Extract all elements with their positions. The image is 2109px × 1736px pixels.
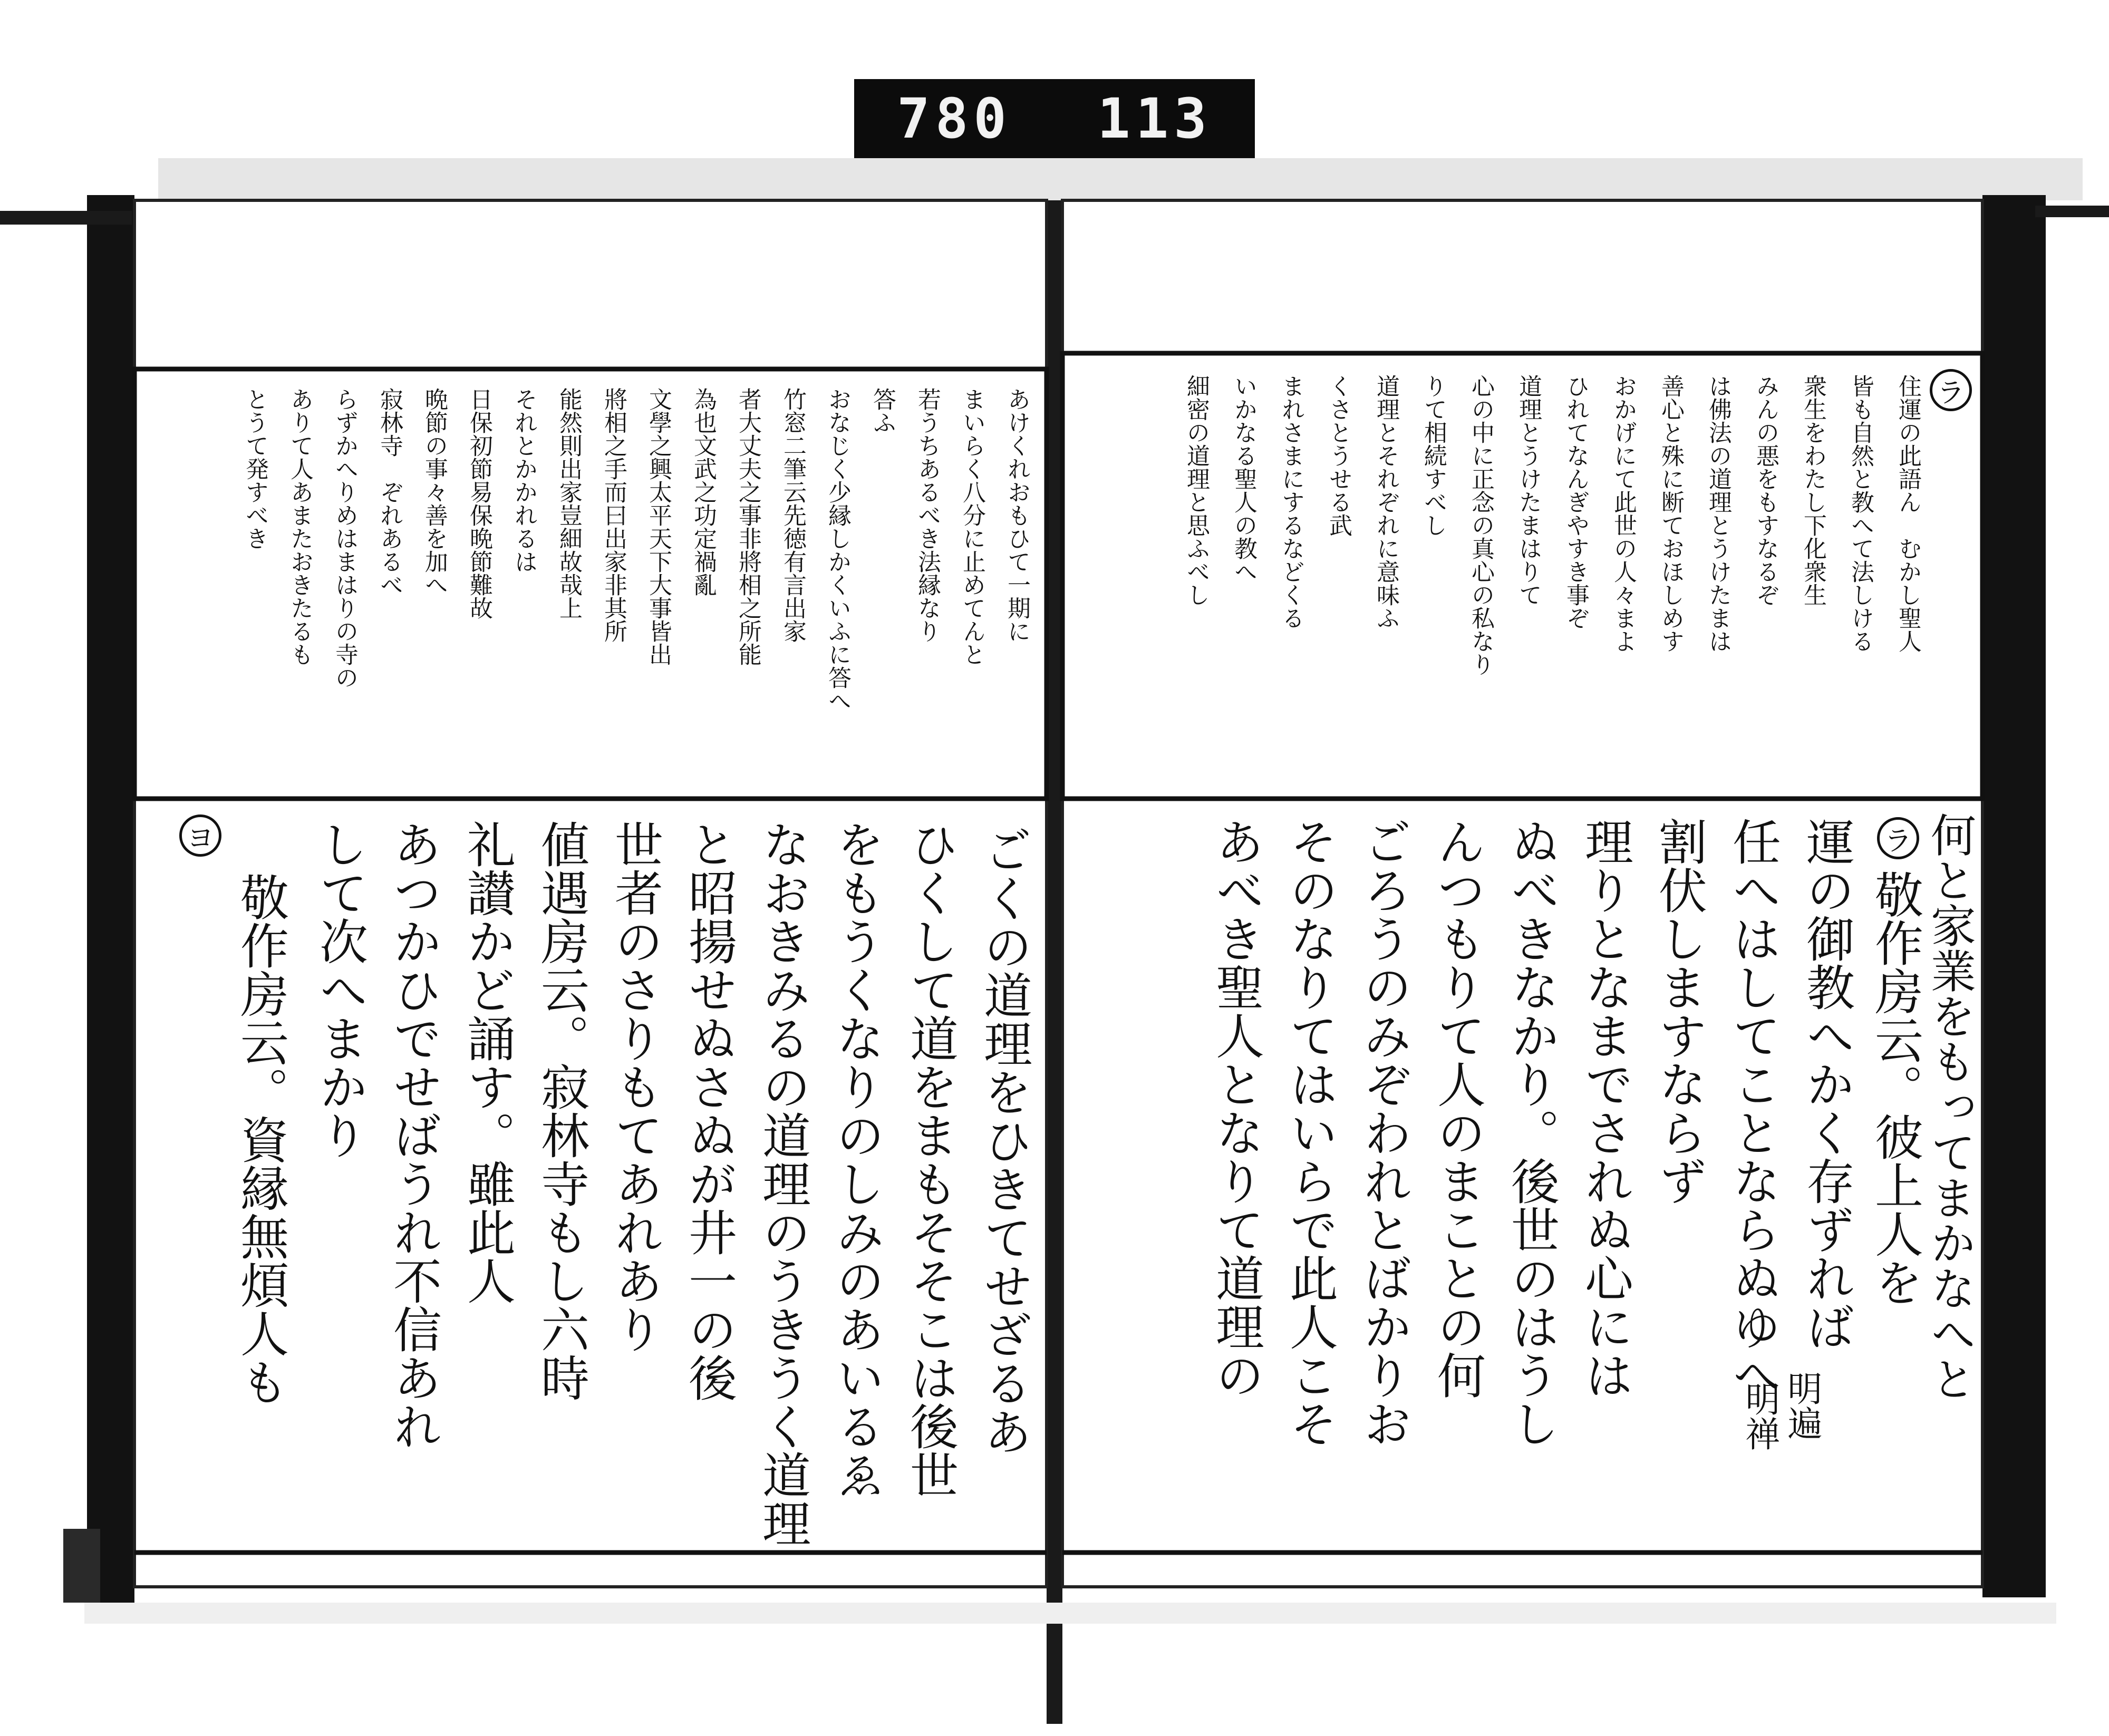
text-column: 能然則出家豈細故哉上	[555, 387, 582, 619]
text-column: 寂林寺 ぞれあるべ	[376, 387, 403, 596]
text-column: 住運の此語ん むかし聖人	[1894, 374, 1921, 653]
text-column: 割伏しますならず	[1651, 817, 1707, 1205]
text-column: 竹窓二筆云先徳有言出家	[779, 387, 806, 643]
text-column: 者大丈夫之事非將相之所能	[734, 387, 761, 666]
text-column: あべき聖人となりて道理の	[1208, 817, 1264, 1399]
text-column: んつもりて人のまことの何	[1429, 817, 1486, 1399]
text-column: 若うちあるべき法縁なり	[914, 387, 941, 643]
text-column: と昭揚せぬさぬが井一の後	[681, 820, 737, 1402]
text-column: ひくして道をまもそそこは後世	[902, 820, 959, 1499]
text-column: 答ふ	[869, 387, 896, 434]
text-column: あつかひでせばうれ不信あれ	[385, 820, 442, 1450]
text-column: 運の御教へかく存ずれば	[1798, 817, 1855, 1351]
frame-number-right: 113	[1097, 86, 1212, 151]
text-column: 為也文武之功定禍亂	[690, 387, 717, 596]
text-column: は佛法の道理とうけたまは	[1705, 374, 1731, 653]
text-column: 晩節の事々善を加へ	[421, 387, 448, 596]
text-column: それとかかれるは	[510, 387, 537, 573]
text-column: とうて発すべき	[241, 387, 268, 550]
text-column: 世者のさりもてあれあり	[607, 820, 663, 1353]
text-column: そのなりてはいらで此人こそ	[1282, 817, 1338, 1448]
section-marker-circle: ラ	[1930, 369, 1972, 411]
text-column: をもうくなりのしみのあいるゑ	[828, 820, 885, 1499]
attribution-name: 明遍	[1782, 1371, 1822, 1440]
text-column: 心の中に正念の真心の私なり	[1467, 374, 1494, 676]
text-column: 衆生をわたし下化衆生	[1800, 374, 1826, 606]
text-column: ありて人あまたおきたるも	[286, 387, 313, 666]
text-column: まれさまにするなどくる	[1278, 374, 1304, 629]
text-column: おなじく少縁しかくいふに答へ	[824, 387, 851, 712]
text-column: 道理とそれぞれに意味ふ	[1372, 374, 1399, 629]
text-column: ひれてなんぎやすき事ぞ	[1562, 374, 1589, 629]
text-column: ぬべきなかり。後世のはうし	[1503, 817, 1560, 1448]
text-column: みんの悪をもすなるぞ	[1752, 374, 1779, 606]
text-column: りて相続すべし	[1420, 374, 1447, 537]
text-column: 將相之手而曰出家非其所	[600, 387, 627, 643]
left-page-lower-panel	[142, 804, 1039, 1550]
attribution-name: 明禅	[1739, 1381, 1780, 1451]
text-column: 善心と殊に断ておほしめす	[1657, 374, 1684, 653]
left-page-upper-panel	[142, 377, 1039, 793]
frame-number-left: 780	[897, 86, 1012, 151]
text-column: くさとうせる武	[1325, 374, 1352, 537]
text-column: 敬作房云。資縁無煩人も	[233, 872, 289, 1406]
text-column: まいらく八分に止めてんと	[959, 387, 985, 666]
text-column: いかなる聖人の教へ	[1230, 374, 1257, 583]
text-column: 文學之興太平天下大事皆出	[645, 387, 672, 666]
text-column: 礼讃かど誦す。雖此人	[459, 820, 516, 1305]
text-column: 皆も自然と教へて法しける	[1847, 374, 1874, 653]
text-column: 値遇房云。寂林寺もし六時	[533, 820, 589, 1402]
text-column: 理りとなまでされぬ心には	[1577, 817, 1633, 1399]
text-column: 道理とうけたまはりて	[1515, 374, 1542, 606]
right-page-lower-panel	[1070, 801, 1977, 1550]
text-column: 何と家業をもってまかなへと	[1923, 812, 1976, 1401]
text-column: 日保初節易保晩節難故	[466, 387, 492, 619]
text-column: 任へはしてことならぬゆへ	[1725, 817, 1781, 1399]
right-page-upper-panel	[1070, 364, 1977, 793]
text-column: 細密の道理と思ふべし	[1183, 374, 1210, 606]
text-column: あけくれおもひて一期に	[1003, 387, 1030, 643]
text-column: ごろうのみぞわれとばかりお	[1356, 817, 1412, 1448]
text-column: らずかへりめはまはりの寺の	[331, 387, 358, 689]
text-column: なおきみるの道理のうきうく道理	[754, 820, 811, 1547]
text-column: おかげにて此世の人々まよ	[1610, 374, 1637, 653]
section-marker-circle: ラ	[1877, 817, 1919, 859]
text-column: 敬作房云。彼上人を	[1867, 870, 1923, 1306]
section-marker-circle: ヨ	[179, 814, 221, 857]
text-column: ごくの道理をひきてせざるあ	[976, 825, 1032, 1456]
microfilm-frame-label	[854, 79, 1255, 158]
text-column: して次へまかり	[312, 820, 368, 1159]
